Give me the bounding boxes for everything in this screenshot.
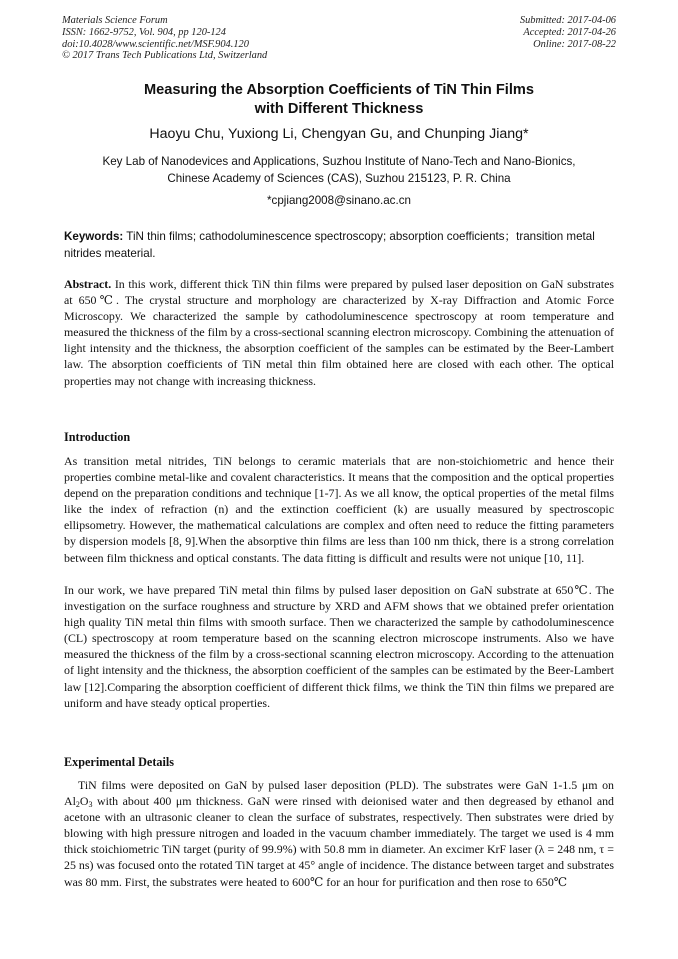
keywords-text: TiN thin films; cathodoluminescence spectroscopy; absorption coefficients；transition metal nitrides meaterial. [64, 230, 595, 260]
abstract-text: In this work, different thick TiN thin films were prepared by pulsed laser deposition on GaN substrates at 650℃. The crystal structure and morphology are characterized by X-ray Diffraction and Atomic Force Microscopy. We characterized the sample by cathodoluminescence spectroscopy at room temperature and measured the thickness of the film by a cross-sectional scanning electron microscopy. Combining the attenuation of light intensity and the thickness, the absorption coefficient of the samples can be estimated by the Beer-Lambert law. The absorption coefficients of TiN metal thin film obtained here are closed with each other. The optical properties may not change with increasing thickness. [64, 277, 615, 388]
journal-name: Materials Science Forum [62, 15, 168, 26]
introduction-heading: Introduction [64, 430, 131, 444]
experimental-text-c: with about 400 μm thickness. GaN were rinsed with deionised water and then degreased by ethanol and acetone with an ultrasonic cleaner to clean the surface of substrates, respectively. Then substrates were dried by blowing with high pressure nitrogen and loaded in the vacuum chamber immediately. The target we used is 4 mm thick stoichiometric TiN target (purity of 99.9%) with 50.8 mm in diameter. An excimer KrF laser (λ = 248 nm, τ = 25 ns) was focused onto the rotated TiN target at 45° angle of incidence. The distance between target and substrates was 80 mm. First, the substrates were heated to 600℃ for an hour for purification and then rose to 650℃ [64, 794, 614, 889]
subscript-3: 3 [88, 800, 93, 810]
experimental-text-a: TiN films were deposited on GaN by pulsed laser deposition (PLD). The substrates were GaN 1-1.5 μm on Al [64, 778, 614, 809]
affiliation [0, 153, 678, 187]
submitted-date: Submitted: 2017-04-06 [519, 15, 616, 26]
accepted-date: Accepted: 2017-04-26 [523, 26, 616, 38]
affiliation-line-2: Chinese Academy of Sciences (CAS), Suzhou 215123, P. R. China [167, 172, 511, 185]
online-date: Online: 2017-08-22 [533, 38, 616, 50]
affiliation-line-1: Key Lab of Nanodevices and Applications, Suzhou Institute of Nano-Tech and Nano-Bionics, [102, 155, 576, 168]
abstract [64, 276, 614, 389]
journal-info [62, 15, 267, 62]
page-header [62, 15, 616, 65]
subscript-2: 2 [75, 800, 80, 810]
copyright: © 2017 Trans Tech Publications Ltd, Switzerland [62, 50, 268, 62]
experimental-paragraph-1 [64, 777, 614, 890]
title-line-1: Measuring the Absorption Coefficients of TiN Thin Films [144, 82, 534, 98]
doi: doi:10.4028/www.scientific.net/MSF.904.120 [62, 38, 249, 50]
issn: ISSN: 1662-9752, Vol. 904, pp 120-124 [62, 26, 226, 38]
dates-info [520, 15, 616, 50]
corresponding-email: *cpjiang2008@sinano.ac.cn [267, 194, 411, 207]
keywords [64, 228, 614, 262]
introduction-paragraph-1: As transition metal nitrides, TiN belongs to ceramic materials that are non-stoichiometric and hence their properties combine metal-like and covalent characteristics. It means that the composition and the optical properties depend on the preparation conditions and technique [1-7]. As we all know, the optical properties of the metal films like the index of refraction (n) and the extinction coefficient (k) are usually measured by spectroscopic ellipsometry. However, the mathematical calculations are complex and often need to reduce the fitting parameters by dispersion models [8, 9].When the absorptive thin films are less than 100 nm thick, there is a strong correlation between film thickness and optical constants. The data fitting is difficult and results were not unique [10, 11]. [64, 454, 614, 565]
paper-title [0, 81, 678, 119]
experimental-heading: Experimental Details [64, 755, 175, 769]
authors: Haoyu Chu, Yuxiong Li, Chengyan Gu, and Chunping Jiang* [149, 126, 529, 142]
title-line-2: with Different Thickness [254, 101, 424, 117]
abstract-label: Abstract. [64, 277, 112, 291]
introduction-paragraph-2: In our work, we have prepared TiN metal thin films by pulsed laser deposition on GaN substrate at 650℃. The investigation on the surface roughness and structure by XRD and AFM shows that we obtained prefer orientation high quality TiN metal thin films with smooth surface. Then we characterized the sample by cathodoluminescence (CL) spectroscopy at room temperature based on the scanning electron microscope instruments. Also we have measured the thickness of the film by a cross-sectional scanning electron microscopy. According to the attenuation of light intensity and the thickness, the absorption coefficient of the samples can be estimated by the Beer-Lambert law [12].Comparing the absorption coefficient of different thick films, we think the TiN thin films we prepared are uniform and have steady optical properties. [64, 583, 614, 710]
keywords-label: Keywords: [64, 230, 124, 243]
experimental-text-b: O [79, 794, 89, 809]
